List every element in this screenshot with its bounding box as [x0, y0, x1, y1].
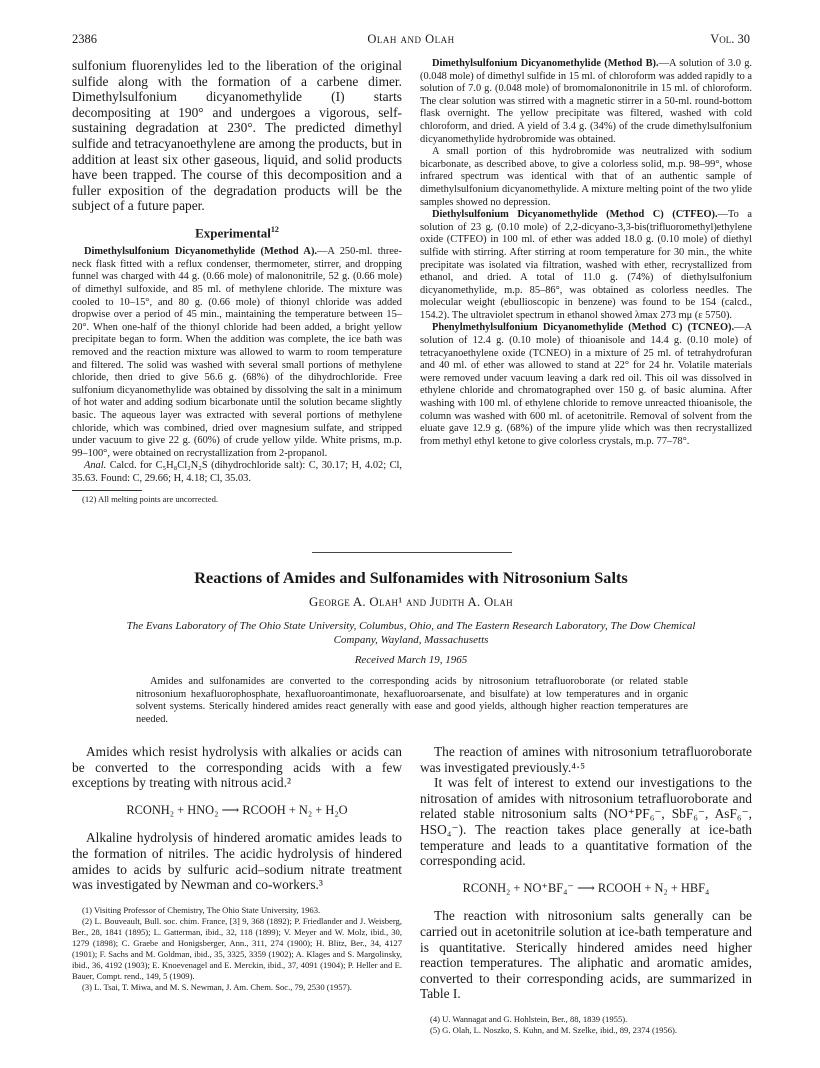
- top-left-column: [72, 58, 402, 505]
- method-b-paragraph: Dimethylsulfonium Dicyanomethylide (Method B).—A solution of 3.0 g. (0.048 mole) of dimethyl sulfide in 15 ml. of chloroform was added rapidly to a solution of 7.0 g. (0.048 mole) of bromomalononitrile in 15 ml. of chloroform. The clear solution was stirred with a magnetic stirrer in a 50-ml. round-bottom flask overnight. The yellow precipitate was filtered, washed with cold chloroform, and dried. A yield of 3.4 g. (34%) of the crude dimethylsulfonium dicyanomethylide hydrobromide was obtained.: [420, 58, 752, 145]
- footnote-3: (3) L. Tsai, T. Miwa, and M. S. Newman, J. Am. Chem. Soc., 79, 2530 (1957).: [82, 981, 352, 992]
- page-number: 2386: [72, 32, 97, 46]
- page-header: [72, 32, 750, 48]
- experimental-heading: Experimental$^{12}$: [195, 224, 279, 241]
- article-abstract: Amides and sulfonamides are converted to the corresponding acids by nitrosonium tetrafluoroborate (or related stable nitrosonium hexafluorophosphate, hexafluoroantimonate, hexafluoroarsenate, and bisulfate) at low temperatures and in organic solvent systems. Sterically hindered amides react generally with ease and good yields, although higher reaction temperatures are needed.: [136, 676, 688, 725]
- bottom-left-column: [72, 744, 402, 993]
- method-b-paragraph-2: A small portion of this hydrobromide was neutralized with sodium bicarbonate, as described above, to give a colorless solid, m.p. 98–99°, whose infrared spectrum was identical with that of an authentic sample of dimethylsulfonium dicyanomethylide. A mixture melting point of the two ylide samples showed no depression.: [420, 146, 752, 208]
- footnote-12: (12) All melting points are uncorrected.: [82, 493, 219, 504]
- analysis-paragraph: Anal. Calcd. for C₅H₈Cl₂N₂S (dihydrochloride salt): C, 30.17; H, 4.02; Cl, 35.63. Found: C, 29.66; H, 4.18; Cl, 35.03.: [72, 460, 402, 484]
- intro-paragraph-2: Alkaline hydrolysis of hindered aromatic amides leads to the formation of nitriles. The acidic hydrolysis of hindered amides to acids by sulfuric acid–sodium nitrate treatment was investigated by Newman and co-workers.³: [72, 830, 402, 893]
- received-date: Received March 19, 1965: [354, 654, 468, 666]
- intro-paragraph-1: Amides which resist hydrolysis with alkalies or acids can be converted to the corresponding acids with a few exceptions by treating with nitrous acid.²: [72, 744, 402, 791]
- top-right-column: [420, 58, 752, 448]
- article-separator: [312, 552, 512, 553]
- continuation-paragraph: sulfonium fluorenylides led to the liberation of the original sulfide along with the formation of a carbene dimer. Dimethylsulfonium dicyanomethylide (I) starts decompositing at 190° and undergoes a vigorous, self-sustaining degradation at 230°. The predicted dimethyl sulfide and tetracyanoethylene are among the products, but in addition at least six other gaseous, liquid, and solid products have been trapped. The course of this decomposition and a fuller exposition of the degradation products will be the subject of a future paper.: [72, 58, 402, 214]
- equation-2: RCONH₂ + NO⁺BF₄⁻ ⟶ RCOOH + N₂ + HBF₄: [462, 880, 710, 895]
- footnote-4: (4) U. Wannagat and G. Hohlstein, Ber., 88, 1839 (1955).: [430, 1013, 628, 1024]
- footnote-5: (5) G. Olah, L. Noszko, S. Kuhn, and M. Szelke, ibid., 89, 2374 (1956).: [430, 1024, 678, 1035]
- article-authors: George A. Olah¹ and Judith A. Olah: [309, 595, 513, 609]
- method-c1-paragraph: Diethylsulfonium Dicyanomethylide (Method C) (CTFEO).—To a solution of 23 g. (0.10 mole) of 2,2-dicyano-3,3-bis(trifluoromethyl)ethylene oxide (CTFEO) in 100 ml. of ether was added 18.0 g. (0.10 mole) of diethyl sulfide with stirring. After stirring at room temperature for 30 min., the white precipitate was isolated via filtration, washed with ether, recrystallized from ethanol, and dried. A total of 11.0 g. (74%) of diethylsulfonium dicyanomethylide, m.p. 85–86°, was obtained as colorless needles. The molecular weight (ebullioscopic in benzene) was found to be 154 (calcd., 154.2). The ultraviolet spectrum in ethanol showed λmax 273 mμ (ε 5750).: [420, 209, 753, 321]
- method-c2-paragraph: Phenylmethylsulfonium Dicyanomethylide (Method C) (TCNEO).—A solution of 12.4 g. (0.10 mole) of thioanisole and 14.4 g. (0.10 mole) of tetracyanoethylene oxide (TCNEO) in a mixture of 25 ml. of tetrahydrofuran and 40 ml. of ether was allowed to stand at 22° for 24 hr. Volatile materials were removed under vacuum leaving a dark red oil. This oil was dissolved in ethylene chloride and chromatographed over 150 g. of basic alumina. After washing with 100 ml. of ethylene chloride to remove unreacted thioanisole, the column was washed with 600 ml. of acetonitrile. Removal of solvent from the eluate gave 12.9 g. (68%) of the impure ylide which was then recrystallized from methyl ethyl ketone to give colorless crystals, m.p. 77–78°.: [420, 322, 752, 447]
- footnote-rule: [72, 490, 142, 491]
- article-title: Reactions of Amides and Sulfonamides with Nitrosonium Salts: [194, 568, 628, 587]
- volume-label: Vol. 30: [710, 32, 750, 46]
- intro-paragraph-3: The reaction of amines with nitrosonium tetrafluoroborate was investigated previously.⁴·⁵: [420, 744, 752, 775]
- bottom-right-column: [420, 744, 752, 1036]
- running-title: Olah and Olah: [367, 32, 455, 46]
- method-a-paragraph: Dimethylsulfonium Dicyanomethylide (Method A).—A 250-ml. three-neck flask fitted with a reflux condenser, thermometer, stirrer, and dropping funnel was charged with 44 g. (0.66 mole) of malononitrile, 52 g. (0.66 mole) of dimethyl sulfoxide, and 85 ml. of methylene chloride. The mixture was cooled to 10–15°, and 80 g. (0.66 mole) of thionyl chloride was added dropwise over a period of 45 min., maintaining the temperature between 15–20°. When one-half of the thionyl chloride had been added, a bright yellow precipitate began to form. When the addition was complete, the ice bath was removed and the reaction mixture was allowed to warm to room temperature and filtered. The solid was washed with several small portions of methylene chloride, then dried to give 56.6 g. (68%) of the dihydrochloride. Free sulfonium dicyanomethylide was obtained by dissolving the salt in a minimum of hot water and adding sodium bicarbonate until the solution became slightly basic. The aqueous layer was extracted with several portions of methylene chloride, which was combined, dried over magnesium sulfate, and stripped under vacuum to give 22 g. (60%) of crude yellow yilde. White prisms, m.p. 99–100°, were obtained on recrystallization from 2-propanol.: [72, 246, 402, 459]
- intro-paragraph-4: It was felt of interest to extend our investigations to the nitrosation of amides with nitrosonium tetrafluoroborate and related stable nitrosonium salts (NO⁺PF₆⁻, SbF₆⁻, AsF₆⁻, HSO₄⁻). The reaction takes place generally at ice-bath temperature and leads to a quantitative formation of the corresponding acid.: [420, 775, 752, 869]
- intro-paragraph-5: The reaction with nitrosonium salts generally can be carried out in acetonitrile solution at ice-bath temperature and is quantitative. Sterically hindered amides need higher reaction temperatures. The aliphatic and aromatic amides, converted to their corresponding acids, are summarized in Table I.: [420, 908, 752, 1002]
- footnote-2: (2) L. Bouveault, Bull. soc. chim. France, [3] 9, 368 (1892); P. Friedlander and J. Weisberg, Ber., 28, 1841 (1895); L. Gatterman, ibid., 32, 118 (1899); V. Meyer and W. Molz, ibid., 30, 1279 (1898); C. Graebe and Honigsberger, Ann., 311, 274 (1900); H. Blitz, Ber., 34, 4127 (1901); F. Sachs and M. Goldman, ibid., 35, 3325, 3359 (1902); A. Klages and S. Margolinsky, ibid., 36, 4192 (1903); E. Knoevenagel and E. Merckin, ibid., 37, 4091 (1904); P. Heller and E. Bauer, Compt. rend., 149, 5 (1909).: [72, 915, 402, 981]
- article-affiliation: The Evans Laboratory of The Ohio State University, Columbus, Ohio, and The Eastern Research Laboratory, The Dow Chemical Company, Wayland, Massachusetts: [126, 620, 696, 646]
- footnote-1: (1) Visiting Professor of Chemistry, The Ohio State University, 1963.: [82, 904, 321, 915]
- equation-1: RCONH₂ + HNO₂ ⟶ RCOOH + N₂ + H₂O: [126, 802, 348, 817]
